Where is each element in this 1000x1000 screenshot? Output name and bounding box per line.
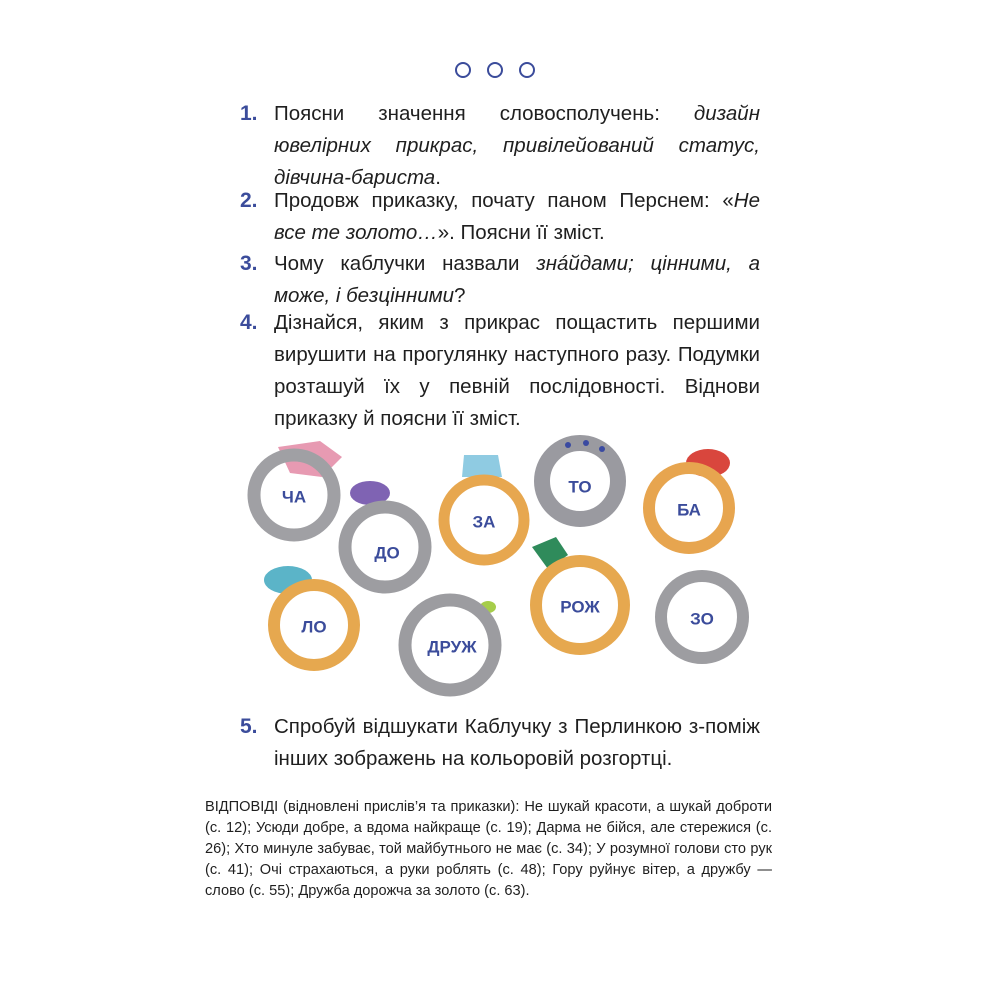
task-tail: .: [435, 166, 441, 189]
ring-label: БА: [677, 500, 701, 520]
task-5: [240, 711, 760, 775]
task-lead: Чому каблучки назвали: [274, 252, 537, 275]
task-italic: знáйдами; цінними, а може, і безцінними: [274, 252, 760, 307]
task-4: [240, 307, 760, 435]
task-number: 5.: [240, 715, 258, 738]
ring-rozh: [532, 537, 624, 649]
task-text: [274, 98, 760, 194]
ring-to: [542, 440, 618, 519]
circle-icon: [487, 62, 503, 78]
ring-label: РОЖ: [560, 597, 600, 617]
task-tail: ». Поясни її зміст.: [437, 221, 605, 244]
decorative-dots: [455, 62, 535, 78]
task-text: [274, 307, 760, 435]
task-3: [240, 248, 760, 312]
task-tail: ?: [454, 284, 466, 307]
ring-zo: [661, 576, 743, 658]
answers-block: ВІДПОВІДІ (відновлені прислів’я та приказки): Не шукай красоти, а шукай доброти (с. 12); Усюди добре, а вдома найкраще (с. 19); Дарма не бійся, але стережися (с. 26); Хто минуле забуває, той майбутнього не має (с. 34); У розумної голови сто рук (с. 41); Очі страхаються, а руки роблять (с. 48); Гору руйнує вітер, а дружбу — слово (с. 55); Дружба дорожча за золото (с. 63).: [205, 799, 772, 899]
ring-label: ДО: [374, 543, 400, 563]
ring-lo: [264, 566, 354, 665]
ring-label: ЗО: [690, 609, 714, 629]
task-number: 3.: [240, 252, 258, 275]
task-lead: Продовж приказку, почату паном Перснем: «: [274, 189, 734, 212]
ring-label: ЗА: [472, 512, 496, 532]
task-2: [240, 185, 760, 249]
task-number: 2.: [240, 189, 258, 212]
ring-cha: [254, 441, 342, 535]
ring-label: ТО: [568, 477, 592, 497]
circle-icon: [455, 62, 471, 78]
ring-label: ЧА: [281, 487, 307, 507]
ring-label: ДРУЖ: [427, 637, 477, 657]
task-italic: Не все те золото…: [274, 189, 760, 244]
ring-ba: [649, 449, 730, 548]
circle-icon: [519, 62, 535, 78]
task-text: Спробуй відшукати Каблучку з Перлинкою з-поміж інших зображень на кольоровій розгортці.: [274, 715, 760, 770]
task-number: 1.: [240, 102, 258, 125]
ring-label: ЛО: [301, 617, 327, 637]
ring-do: [345, 481, 425, 587]
task-lead: Поясни значення словосполучень:: [274, 102, 694, 125]
ring-za: [444, 455, 524, 560]
ring-druzh: [405, 600, 496, 690]
task-italic: дизайн ювелірних прикрас, привілейований статус, дівчина-бариста: [274, 102, 760, 189]
task-text: [274, 185, 760, 249]
rings-illustration: [230, 435, 770, 710]
task-text: [274, 248, 760, 312]
task-1: [240, 98, 760, 194]
task-number: 4.: [240, 311, 258, 334]
task-lead: Дізнайся, яким з прикрас пощастить першими вирушити на прогулянку наступного разу. Подумки розташуй їх у певній послідовності. Віднови приказку й поясни її зміст.: [274, 311, 760, 430]
